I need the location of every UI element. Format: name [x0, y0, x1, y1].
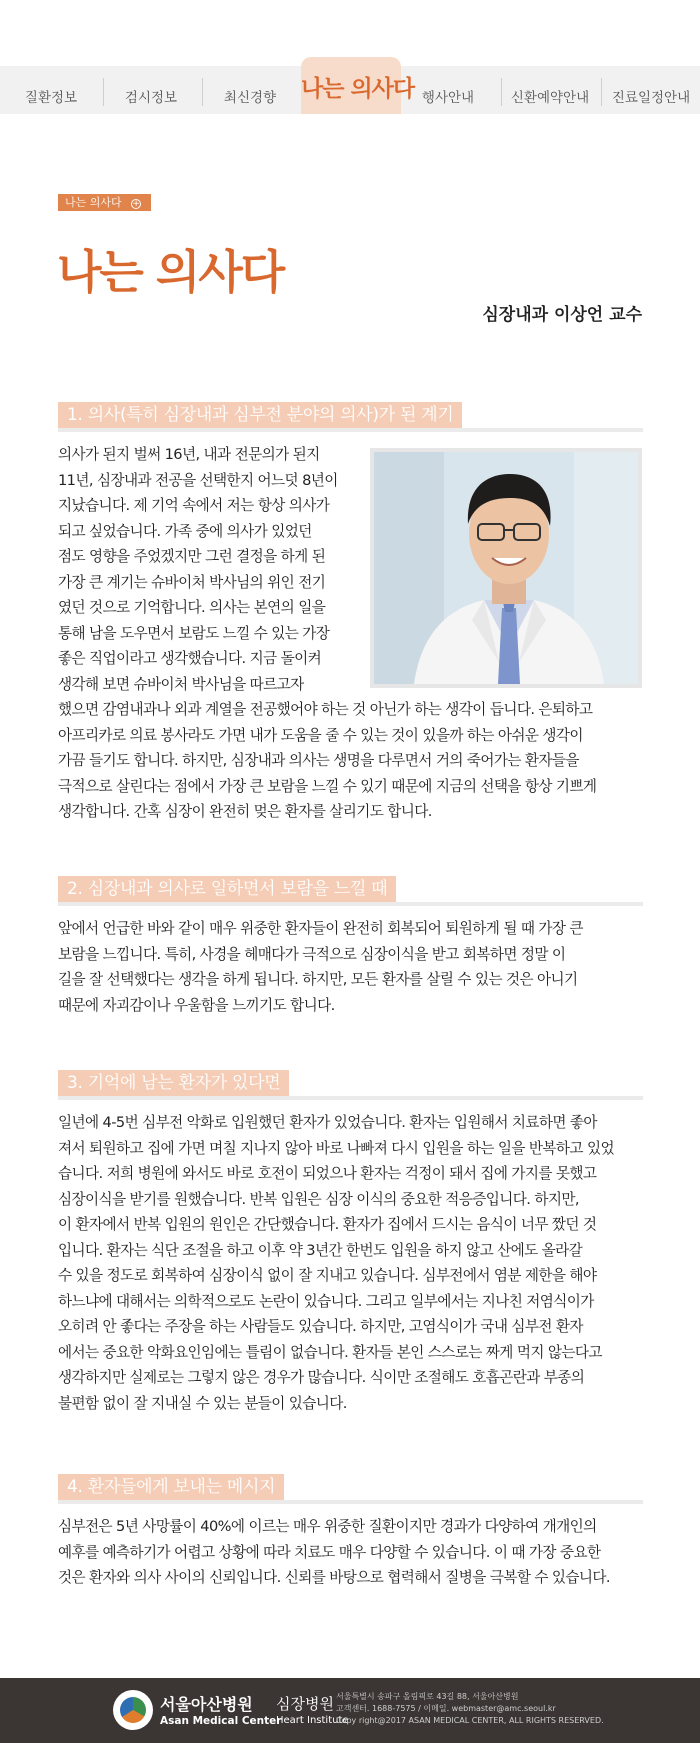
nav-item-disease-info[interactable]: 질환정보	[24, 90, 78, 106]
section-heading-1	[58, 402, 643, 432]
text-line: 생각합니다. 간혹 심장이 완전히 멎은 환자를 살리기도 합니다.	[58, 803, 432, 820]
section-body-4	[58, 1514, 643, 1591]
category-badge[interactable]	[58, 194, 151, 211]
section-heading-label: 1. 의사(특히 심장내과 심부전 분야의 의사)가 된 계기	[58, 402, 462, 428]
nav-item-latest-trends[interactable]: 최신경향	[223, 90, 277, 106]
text-line: 였던 것으로 기억합니다. 의사는 본연의 일을	[58, 599, 326, 616]
heading-rule	[58, 1500, 643, 1504]
nav-item-schedule[interactable]: 진료일정안내	[611, 90, 691, 106]
section-body-3	[58, 1110, 643, 1416]
text-line: 점도 영향을 주었겠지만 그런 결정을 하게 된	[58, 548, 326, 565]
nav-divider	[501, 78, 502, 106]
text-line: 심부전은 5년 사망률이 40%에 이르는 매우 위중한 질환이지만 경과가 다양하여 개개인의	[58, 1518, 597, 1535]
footer-contact-info	[336, 1691, 604, 1727]
text-line: 보람을 느낍니다. 특히, 사경을 헤매다가 극적으로 심장이식을 받고 회복하면 정말 이	[58, 945, 566, 963]
text-line: 습니다. 저희 병원에 와서도 바로 호전이 되었으나 환자는 걱정이 돼서 집에 가지를 못했고	[58, 1165, 597, 1182]
section-heading-label: 4. 환자들에게 보내는 메시지	[58, 1474, 284, 1500]
text-line: 입니다. 환자는 식단 조절을 하고 이후 약 3년간 한번도 입원을 하지 않고 산에도 올라갈	[58, 1241, 583, 1259]
text-line: 길을 잘 선택했다는 생각을 하게 됩니다. 하지만, 모든 환자를 살릴 수 있는 것은 아니기	[58, 971, 578, 988]
text-line: 일년에 4-5번 심부전 악화로 입원했던 환자가 있었습니다. 환자는 입원해서 치료하면 좋아	[58, 1114, 597, 1131]
nav-divider	[202, 78, 203, 106]
text-line: 했으면 감염내과나 외과 계열을 전공했어야 하는 것 아닌가 하는 생각이 듭니다. 은퇴하고	[58, 701, 593, 718]
section-heading-label: 2. 심장내과 의사로 일하면서 보람을 느낄 때	[58, 876, 396, 902]
text-line: 져서 퇴원하고 집에 가면 며칠 지나지 않아 바로 나빠져 다시 입원을 하는 일을 반복하고 있었	[58, 1139, 614, 1157]
text-line: 의사가 된지 벌써 16년, 내과 전문의가 된지	[58, 446, 320, 463]
text-line: 지났습니다. 제 기억 속에서 저는 항상 의사가	[58, 497, 330, 514]
department-name-en: Heart Institute	[276, 1715, 349, 1726]
section-heading-4	[58, 1474, 643, 1504]
section-heading-3	[58, 1070, 643, 1100]
text-line: 가끔 들기도 합니다. 하지만, 심장내과 의사는 생명을 다루면서 거의 죽어가는 환자들을	[58, 752, 579, 769]
text-line: 하느냐에 대해서는 의학적으로도 논란이 있습니다. 그리고 일부에서는 지나친 저염식이가	[58, 1292, 594, 1310]
heading-rule	[58, 902, 643, 906]
section-heading-2	[58, 876, 643, 906]
nav-item-exam-info[interactable]: 검시정보	[124, 90, 178, 106]
nav-item-i-am-doctor[interactable]: 나는 의사다	[301, 76, 415, 102]
text-line: 때문에 자괴감이나 우울함을 느끼기도 합니다.	[58, 996, 335, 1014]
text-line: 가장 큰 계기는 슈바이처 박사님의 위인 전기	[58, 573, 326, 591]
text-line: 이 환자에서 반복 입원의 원인은 간단했습니다. 환자가 집에서 드시는 음식이 너무 짰던 것	[58, 1216, 597, 1233]
author-name: 심장내과 이상언 교수	[482, 305, 642, 325]
text-line: 되고 싶었습니다. 가족 중에 의사가 있었던	[58, 522, 312, 540]
nav-item-events[interactable]: 행사안내	[421, 90, 475, 106]
text-line: 아프리카로 의료 봉사라도 가면 내가 도움을 줄 수 있는 것이 있을까 하는 아쉬운 생각이	[58, 726, 583, 744]
text-line: 불편함 없이 잘 지내실 수 있는 분들이 있습니다.	[58, 1394, 347, 1412]
text-line: 11년, 심장내과 전공을 선택한지 어느덧 8년이	[58, 471, 338, 489]
text-line: 생각하지만 실제로는 그렇지 않은 경우가 많습니다. 식이만 조절해도 호흡곤란과 부종의	[58, 1369, 585, 1386]
hospital-name: 서울아산병원	[160, 1695, 253, 1714]
site-footer	[0, 1678, 700, 1743]
section-heading-label: 3. 기억에 남는 환자가 있다면	[58, 1070, 289, 1096]
hospital-emblem-icon	[113, 1690, 153, 1730]
nav-item-new-patient-booking[interactable]: 신환예약안내	[510, 90, 590, 106]
heading-rule	[58, 1096, 643, 1100]
text-line: 심장이식을 받기를 원했습니다. 반복 입원은 심장 이식의 중요한 적응증입니다. 하지만,	[58, 1190, 579, 1208]
footer-contact: 고객센터. 1688-7575 / 이메일. webmaster@amc.seoul.kr	[336, 1704, 556, 1713]
nav-divider	[103, 78, 104, 106]
text-line: 앞에서 언급한 바와 같이 매우 위중한 환자들이 완전히 회복되어 퇴원하게 될 때 가장 큰	[58, 920, 583, 937]
nav-divider	[601, 78, 602, 106]
text-line: 예후를 예측하기가 어렵고 상황에 따라 치료도 매우 다양할 수 있습니다. 이 때 가장 중요한	[58, 1543, 601, 1561]
footer-copyright: Copy right@2017 ASAN MEDICAL CENTER, ALL RIGHTS RESERVED.	[336, 1716, 604, 1725]
category-badge-label: 나는 의사다	[65, 196, 122, 209]
text-line: 것은 환자와 의사 사이의 신뢰입니다. 신뢰를 바탕으로 협력해서 질병을 극복할 수 있습니다.	[58, 1569, 610, 1586]
section-body-2	[58, 916, 643, 1018]
hospital-name-en: Asan Medical Center	[160, 1715, 282, 1727]
heading-rule	[58, 428, 643, 432]
text-line: 수 있을 정도로 회복하여 심장이식 없이 잘 지내고 있습니다. 심부전에서 염분 제한을 해야	[58, 1267, 597, 1284]
text-line: 에서는 중요한 악화요인임에는 틀림이 없습니다. 환자들 본인 스스로는 짜게 먹지 않는다고	[58, 1343, 602, 1361]
page-title: 나는 의사다	[57, 245, 284, 299]
text-line: 생각해 보면 슈바이처 박사님을 따르고자	[58, 675, 304, 693]
circle-plus-icon: +	[132, 199, 140, 209]
footer-address: 서울특별시 송파구 올림픽로 43길 88, 서울아산병원	[336, 1692, 519, 1701]
section-body-1	[58, 442, 643, 825]
text-line: 오히려 안 좋다는 주장을 하는 사람들도 있습니다. 하지만, 고염식이가 국내 심부전 환자	[58, 1318, 583, 1335]
department-name: 심장병원	[276, 1695, 334, 1713]
text-line: 좋은 직업이라고 생각했습니다. 지금 돌이켜	[58, 650, 322, 667]
text-line: 극적으로 살린다는 점에서 가장 큰 보람을 느낄 수 있기 때문에 지금의 선택을 항상 기쁘게	[58, 777, 597, 795]
text-line: 통해 남을 도우면서 보람도 느낄 수 있는 가장	[58, 624, 330, 642]
